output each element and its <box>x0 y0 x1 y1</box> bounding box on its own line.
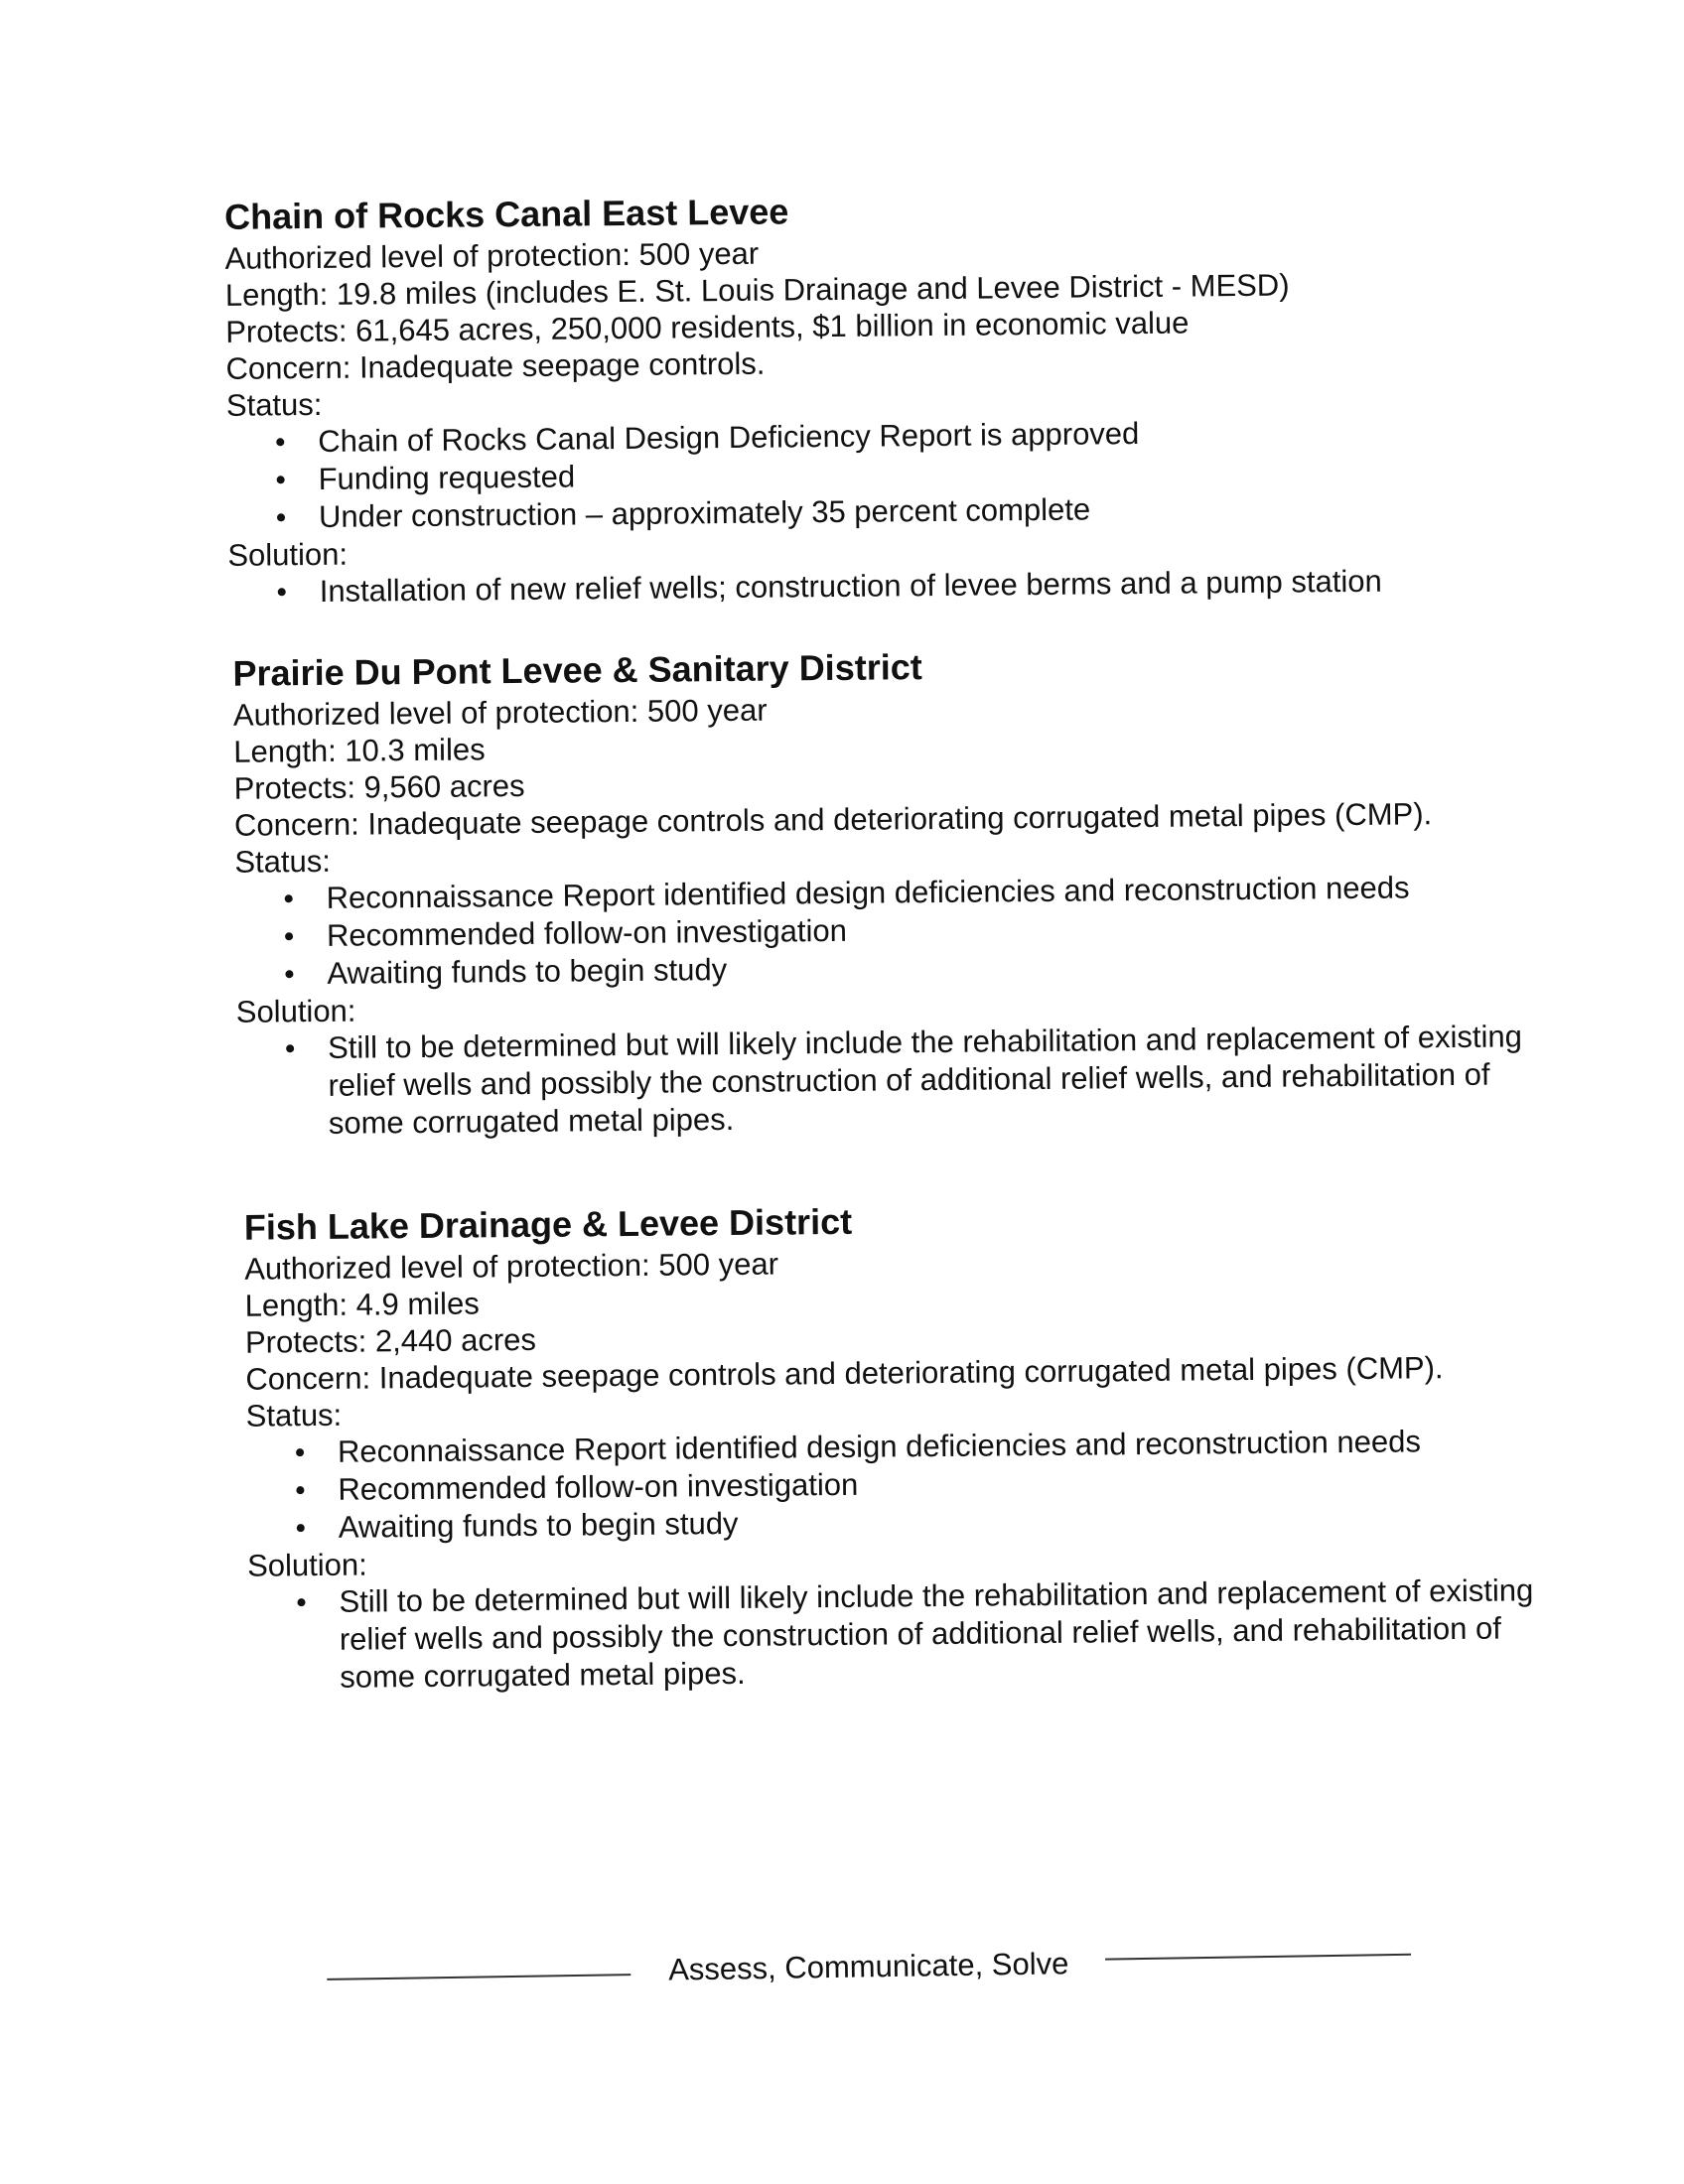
bullet-icon <box>297 1524 305 1532</box>
status-list <box>235 868 1527 993</box>
bullet-icon <box>276 438 284 446</box>
status-label: Status: <box>225 386 323 423</box>
bullet-icon <box>297 1598 305 1606</box>
bullet-icon <box>285 970 293 978</box>
status-item-text: Under construction – approximately 35 percent complete <box>318 491 1091 534</box>
status-label: Status: <box>245 1397 343 1433</box>
solution-item-text: Still to be determined but will likely include the rehabilitation and replacement of existing relief wells and possibly the construction of additional relief wells, and rehabilitation of some corrugated metal pipes. <box>327 1019 1523 1141</box>
protects: Protects: 9,560 acres <box>233 767 525 806</box>
footer-rule-left <box>327 1974 631 1980</box>
bullet-icon <box>285 932 293 940</box>
solution-label: Solution: <box>246 1547 367 1583</box>
bullet-icon <box>296 1486 304 1494</box>
protection-level: Authorized level of protection: 500 year <box>244 1246 779 1287</box>
solution-list <box>236 1018 1528 1143</box>
status-item-text: Reconnaissance Report identified design deficiencies and reconstruction needs <box>326 870 1410 915</box>
bullet-icon <box>285 894 293 902</box>
length: Length: 10.3 miles <box>233 732 486 769</box>
section-prairie-du-pont <box>232 638 1528 1143</box>
section-title: Fish Lake Drainage & Levee District <box>243 1200 853 1248</box>
bullet-icon <box>278 588 286 596</box>
section-fish-lake <box>244 1192 1540 1697</box>
solution-item <box>297 1571 1539 1697</box>
status-item-text: Awaiting funds to begin study <box>327 952 728 991</box>
solution-list <box>247 1571 1539 1697</box>
solution-item <box>286 1018 1528 1143</box>
concern: Concern: Inadequate seepage controls and deteriorating corrugated metal pipes (CMP). <box>233 796 1433 843</box>
page-footer <box>327 1938 1420 1998</box>
length: Length: 19.8 miles (includes E. St. Louis Drainage and Levee District - MESD) <box>224 267 1290 313</box>
solution-label: Solution: <box>227 536 349 573</box>
status-list <box>246 1422 1538 1547</box>
solution-item-text: Still to be determined but will likely include the rehabilitation and replacement of existing relief wells and possibly the construction of additional relief wells, and rehabilitation of some corrugated metal pipes. <box>339 1572 1534 1695</box>
protects: Protects: 2,440 acres <box>244 1321 537 1360</box>
footer-motto: Assess, Communicate, Solve <box>667 1946 1069 1987</box>
solution-item-text: Installation of new relief wells; construction of levee berms and a pump station <box>319 563 1382 609</box>
solution-label: Solution: <box>235 993 356 1029</box>
section-chain-of-rocks <box>224 182 1519 611</box>
section-title: Prairie Du Pont Levee & Sanitary District <box>232 646 922 694</box>
bullet-icon <box>296 1448 304 1456</box>
status-item-text: Reconnaissance Report identified design deficiencies and reconstruction needs <box>337 1424 1422 1469</box>
status-item-text: Recommended follow-on investigation <box>338 1466 859 1507</box>
protects: Protects: 61,645 acres, 250,000 residents, $1 billion in economic value <box>225 305 1190 349</box>
status-item-text: Funding requested <box>318 459 576 496</box>
bullet-icon <box>277 476 285 483</box>
status-item-text: Recommended follow-on investigation <box>326 912 848 953</box>
bullet-icon <box>286 1044 294 1052</box>
status-list <box>226 411 1518 536</box>
concern: Concern: Inadequate seepage controls and deteriorating corrugated metal pipes (CMP). <box>245 1350 1444 1397</box>
concern: Concern: Inadequate seepage controls. <box>225 345 766 386</box>
protection-level: Authorized level of protection: 500 year <box>232 692 768 733</box>
protection-level: Authorized level of protection: 500 year <box>224 235 760 276</box>
status-item-text: Awaiting funds to begin study <box>338 1505 739 1545</box>
section-title: Chain of Rocks Canal East Levee <box>223 191 789 237</box>
bullet-icon <box>277 513 285 521</box>
length: Length: 4.9 miles <box>244 1286 480 1323</box>
status-label: Status: <box>234 843 332 880</box>
status-item-text: Chain of Rocks Canal Design Deficiency Report is approved <box>318 416 1140 459</box>
footer-rule-right <box>1105 1954 1411 1961</box>
